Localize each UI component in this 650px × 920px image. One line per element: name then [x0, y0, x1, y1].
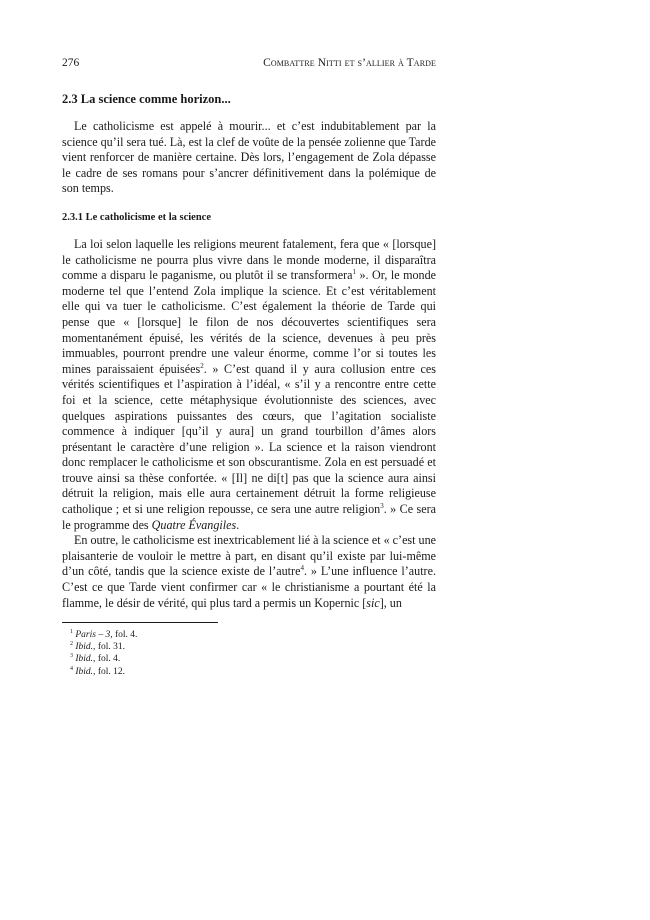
footnote-source: Paris – 3, — [75, 630, 113, 640]
footnote-folio: fol. 4. — [95, 654, 121, 665]
footnote-ref-1: 1 — [352, 268, 356, 277]
paragraph-1 — [62, 237, 436, 533]
footnote-number: 4 — [70, 665, 73, 672]
page-header — [62, 56, 436, 70]
section-body — [62, 119, 436, 197]
footnote-source: Ibid., — [75, 654, 96, 665]
page — [62, 56, 436, 611]
footnote-ref-2: 2 — [200, 361, 204, 370]
footnote-folio: fol. 31. — [95, 642, 125, 653]
book-title-italic: Quatre Évangiles — [151, 517, 237, 532]
footnote-2 — [62, 641, 436, 653]
footnote-1 — [62, 629, 436, 641]
footnote-number: 1 — [70, 628, 73, 635]
footnotes — [62, 629, 436, 678]
subsection-body — [62, 237, 436, 611]
paragraph-1-text-e: . — [236, 517, 240, 532]
footnote-ref-4: 4 — [300, 564, 304, 573]
section-paragraph: Le catholicisme est appelé à mourir... et c’est indubitablement par la science qu’il sera tué. Là, est la clef de voûte de la pensée zolienne que Tarde vient renforcer de manière certaine. Dès lors, l’engagement de Zola dépasse le cadre de ses romans pour s’ancrer définitivement dans la polémique de son temps. — [62, 119, 436, 196]
footnote-source: Ibid., — [75, 642, 96, 653]
footnote-folio: fol. 4. — [112, 630, 138, 640]
footnote-folio: fol. 12. — [95, 666, 125, 677]
paragraph-1-text-d: . » Ce sera le programme des — [62, 502, 437, 532]
footnote-rule — [62, 622, 218, 623]
footnote-ref-3: 3 — [380, 502, 384, 511]
footnote-3 — [62, 653, 436, 665]
footnote-number: 2 — [70, 641, 73, 648]
footnote-source: Ibid., — [75, 666, 96, 677]
running-title: Combattre Nitti et s’allier à Tarde — [263, 57, 436, 69]
page-number: 276 — [62, 57, 80, 69]
sic-italic: sic — [366, 595, 380, 610]
paragraph-2-text-a: En outre, le catholicisme est inextricablement lié à la science et « c’est une plaisanterie de vouloir le mettre à part, en disant qu’il existe par lui-même d’un côté, tandis que la science existe de l’autre — [62, 533, 436, 579]
paragraph-2 — [62, 533, 436, 611]
paragraph-2-text-c: ], un — [379, 595, 402, 610]
paragraph-1-text-a: La loi selon laquelle les religions meurent fatalement, fera que « [lorsque] le catholicisme ne pourra plus vivre dans le monde moderne, il disparaîtra comme a disparu le paganisme, ou plutôt il se transformera — [62, 236, 436, 283]
paragraph-1-text-c: . » C’est quand il y aura collusion entre ces vérités scientifiques et l’aspiration à l’idéal, « s’il y a rencontre entre cette foi et la science, cette métaphysique évolutionniste des sciences, avec quelques aspirations puissantes des cœurs, que l’agitation socialiste commence à indiquer [qu’il y aura] un grand tourbillon d’âmes alors présentant le caractère d’une religion ». La science et la raison viendront donc remplacer le catholicisme et son obscurantisme. Zola en est persuadé et trouve ainsi sa thèse confortée. « [Il] ne di[t] pas que la science aura ainsi détruit la religion, mais elle aura certainement détruit la forme religieuse catholique ; et si une religion repousse, ce sera une autre religion — [62, 361, 436, 517]
footnote-number: 3 — [70, 653, 73, 660]
paragraph-1-text-b: ». Or, le monde moderne tel que l’entend Zola implique la science. Et c’est véritablement elle qui va tuer le catholicisme. C’est également la théorie de Tarde qui pense que « [lorsque] le filon de nos découvertes scientifiques sera momentanément épuisé, les vérités de la science, devenues à peu près immuables, pourront prendre une valeur énorme, comme l’or si toutes les mines paraissaient épuisées — [62, 268, 436, 376]
section-title: 2.3 La science comme horizon... — [62, 92, 231, 106]
footnote-4 — [62, 666, 436, 678]
paragraph-2-text-b: . » L’une influence l’autre. C’est ce que Tarde vient confirmer car « le christianisme a pourtant été la flamme, le désir de vérité, qui plus tard a permis un Kopernic [ — [62, 564, 436, 610]
subsection-title: 2.3.1 Le catholicisme et la science — [62, 211, 211, 223]
